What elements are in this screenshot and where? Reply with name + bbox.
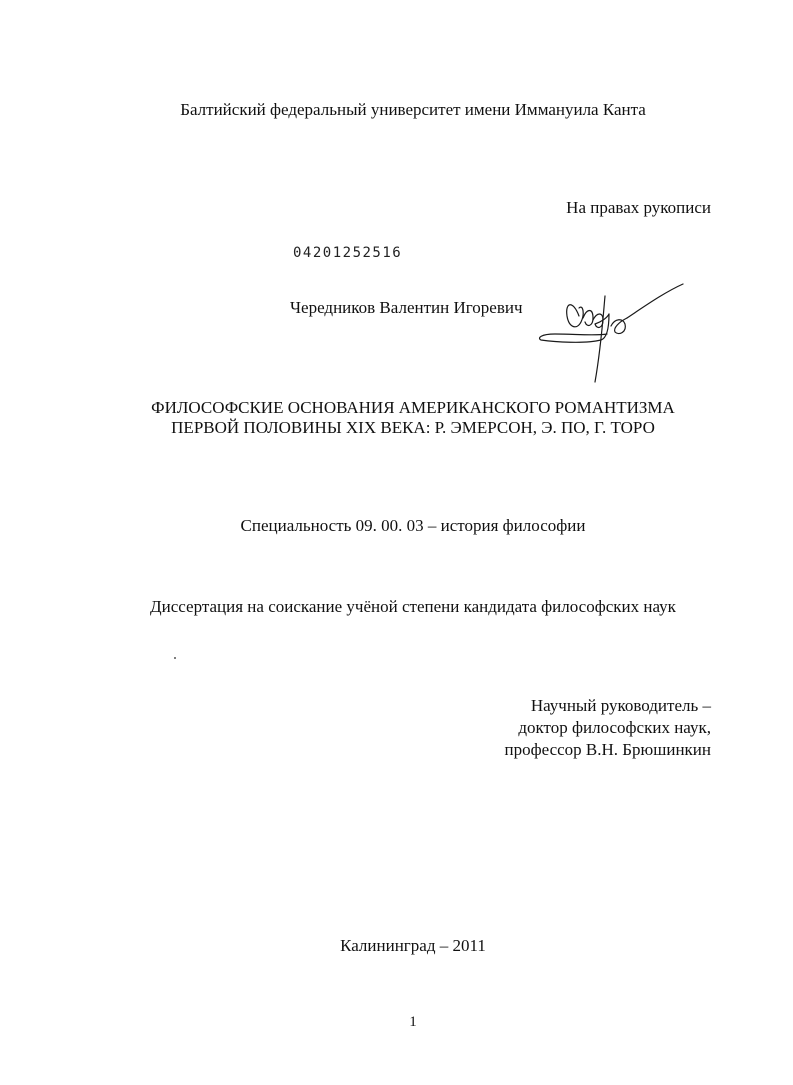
city-year: Калининград – 2011 <box>340 936 486 955</box>
specialty: Специальность 09. 00. 03 – история философии <box>240 516 586 535</box>
advisor-line-2: доктор философских наук, <box>518 718 711 737</box>
degree-statement: Диссертация на соискание учёной степени кандидата философских наук <box>150 597 676 616</box>
dissertation-title-line-1: ФИЛОСОФСКИЕ ОСНОВАНИЯ АМЕРИКАНСКОГО РОМАНТИЗМА <box>151 398 675 417</box>
university-name: Балтийский федеральный университет имени Иммануила Канта <box>180 100 646 119</box>
advisor-line-1: Научный руководитель – <box>530 696 711 715</box>
scan-speck <box>174 657 176 659</box>
advisor-line-3: профессор В.Н. Брюшинкин <box>504 740 711 759</box>
author-signature <box>535 278 685 388</box>
author-name: Чередников Валентин Игоревич <box>290 298 523 317</box>
page-number: 1 <box>409 1014 417 1030</box>
advisor-block <box>505 695 712 761</box>
rights-note: На правах рукописи <box>566 198 711 217</box>
registration-code: 04201252516 <box>293 245 403 261</box>
dissertation-title-line-2: ПЕРВОЙ ПОЛОВИНЫ XIX ВЕКА: Р. ЭМЕРСОН, Э. ПО, Г. ТОРО <box>171 418 655 437</box>
